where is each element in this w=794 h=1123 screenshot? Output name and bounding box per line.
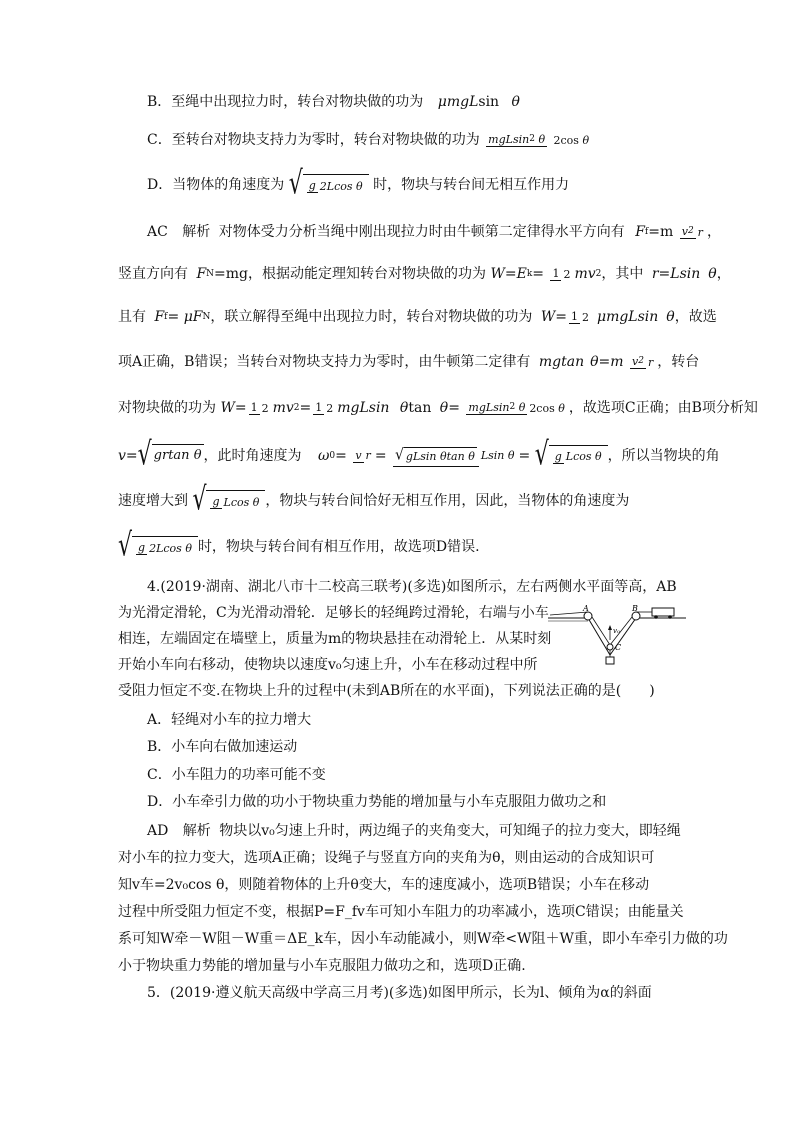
q3-analysis-line-1: AC 解析 对物体受力分析当绳中刚出现拉力时由牛顿第二定律得水平方向有 Ff=m v2 r ， bbox=[147, 224, 721, 240]
q4-stem-line-4: 开始小车向右移动，使物块以速度v₀匀速上升，小车在移动过程中所 bbox=[118, 657, 538, 673]
q4-option-c: C．小车阻力的功率可能不变 bbox=[147, 767, 326, 783]
q4-analysis-line-1: AD 解析 物块以v₀匀速上升时，两边绳子的夹角变大，可知绳子的拉力变大，即轻绳 bbox=[147, 823, 681, 839]
velocity-arrow-head bbox=[608, 625, 612, 630]
q3-analysis-line-3: 且有 Ff= μFN，联立解得至绳中出现拉力时，转台对物块做的功为 W= 1 2 μmgLsin θ，故选 bbox=[118, 309, 717, 325]
q4-stem-line-3: 相连，左端固定在墙壁上，质量为m的物块悬挂在动滑轮上．从某时刻 bbox=[118, 631, 552, 647]
q4-option-a: A．轻绳对小车的拉力增大 bbox=[147, 712, 312, 728]
mass-block bbox=[606, 657, 614, 664]
q4-analysis-line-3: 知v车=2v₀cos θ，则随着物体的上升θ变大，车的速度减小，选项B错误；小车在移动 bbox=[118, 877, 650, 893]
car bbox=[652, 608, 674, 616]
q3-option-c: C．至转台对物块支持力为零时，转台对物块做的功为 mgLsin2 θ 2cos θ bbox=[147, 132, 590, 148]
q4-option-b: B．小车向右做加速运动 bbox=[147, 739, 298, 755]
q3-analysis-line-7: 速度增大到 √ g Lcos θ ，物块与转台间恰好无相互作用，因此，当物体的角速度为 bbox=[118, 482, 630, 519]
label-b: B bbox=[632, 605, 638, 613]
option-c-fraction: mgLsin2 θ 2cos θ bbox=[488, 133, 590, 147]
q3-analysis-line-8: √ g 2Lcos θ 时，物块与转台间有相互作用，故选项D错误. bbox=[118, 528, 480, 565]
pulley-a bbox=[584, 612, 592, 620]
pulley-b bbox=[632, 612, 640, 620]
label-v0: v₀ bbox=[613, 627, 620, 635]
q3-analysis-line-2: 竖直方向有 FN=mg，根据动能定理知转台对物块做的功为 W=Ek= 1 2 mv2，其中 r=Lsin θ， bbox=[118, 266, 731, 282]
q4-analysis-line-2: 对小车的拉力变大，选项A正确；设绳子与竖直方向的夹角为θ，则由运动的合成知识可 bbox=[118, 850, 655, 866]
pulley-c bbox=[607, 644, 613, 650]
q4-analysis-line-4: 过程中所受阻力恒定不变，根据P=F_fv车可知小车阻力的功率减小，选项C错误；由能量关 bbox=[118, 904, 684, 920]
q4-option-d: D．小车牵引力做的功小于物块重力势能的增加量与小车克服阻力做功之和 bbox=[147, 794, 607, 810]
q3-analysis-line-4: 项A正确，B错误；当转台对物块支持力为零时，由牛顿第二定律有 mgtan θ=m v2 r ，转台 bbox=[118, 354, 700, 370]
q5-stem-line-1: 5．(2019·遵义航天高级中学高三月考)(多选)如图甲所示，长为l、倾角为α的斜面 bbox=[147, 985, 652, 1001]
option-d-root: √ g 2Lcos θ bbox=[289, 174, 369, 196]
right-slope bbox=[610, 618, 636, 655]
car-wheel-left bbox=[654, 615, 658, 619]
q4-stem-line-1: 4.(2019·湖南、湖北八市十二校高三联考)(多选)如图所示，左右两侧水平面等高，AB bbox=[147, 579, 677, 595]
pulley-diagram bbox=[548, 605, 688, 670]
q3-analysis-line-5: 对物块做的功为 W= 1 2 mv2= 1 2 mgLsin θtan θ= mgLsin2 θ 2cos θ ，故选项C正确；由B项分析知 bbox=[118, 400, 758, 416]
q4-stem-line-2: 为光滑定滑轮，C为光滑动滑轮．足够长的轻绳跨过滑轮，右端与小车 bbox=[118, 605, 549, 621]
q4-analysis-line-6: 小于物块重力势能的增加量与小车克服阻力做功之和，选项D正确. bbox=[118, 958, 526, 974]
q4-stem-line-5: 受阻力恒定不变.在物块上升的过程中(未到AB所在的水平面)，下列说法正确的是( ) bbox=[118, 683, 655, 699]
car-wheel-right bbox=[668, 615, 672, 619]
label-a: A bbox=[583, 605, 589, 613]
left-slope bbox=[588, 618, 610, 655]
q3-analysis-line-6: v=√ grtan θ ，此时角速度为 ω0= v r = √ gLsin θtan θ Lsin θ = √ g Lcos θ ，所以当物块的角 bbox=[118, 436, 720, 473]
q3-option-d: D．当物体的角速度为 √ g 2Lcos θ 时，物块与转台间无相互作用力 bbox=[147, 166, 570, 203]
q4-analysis-line-5: 系可知W牵－W阻－W重＝ΔE_k车，因小车动能减小，则W牵<W阻＋W重，即小车牵引力做的功 bbox=[118, 931, 728, 947]
label-c: C bbox=[615, 643, 622, 652]
q3-option-b: B．至绳中出现拉力时，转台对物块做的功为 μmgLsin θ bbox=[147, 94, 520, 110]
